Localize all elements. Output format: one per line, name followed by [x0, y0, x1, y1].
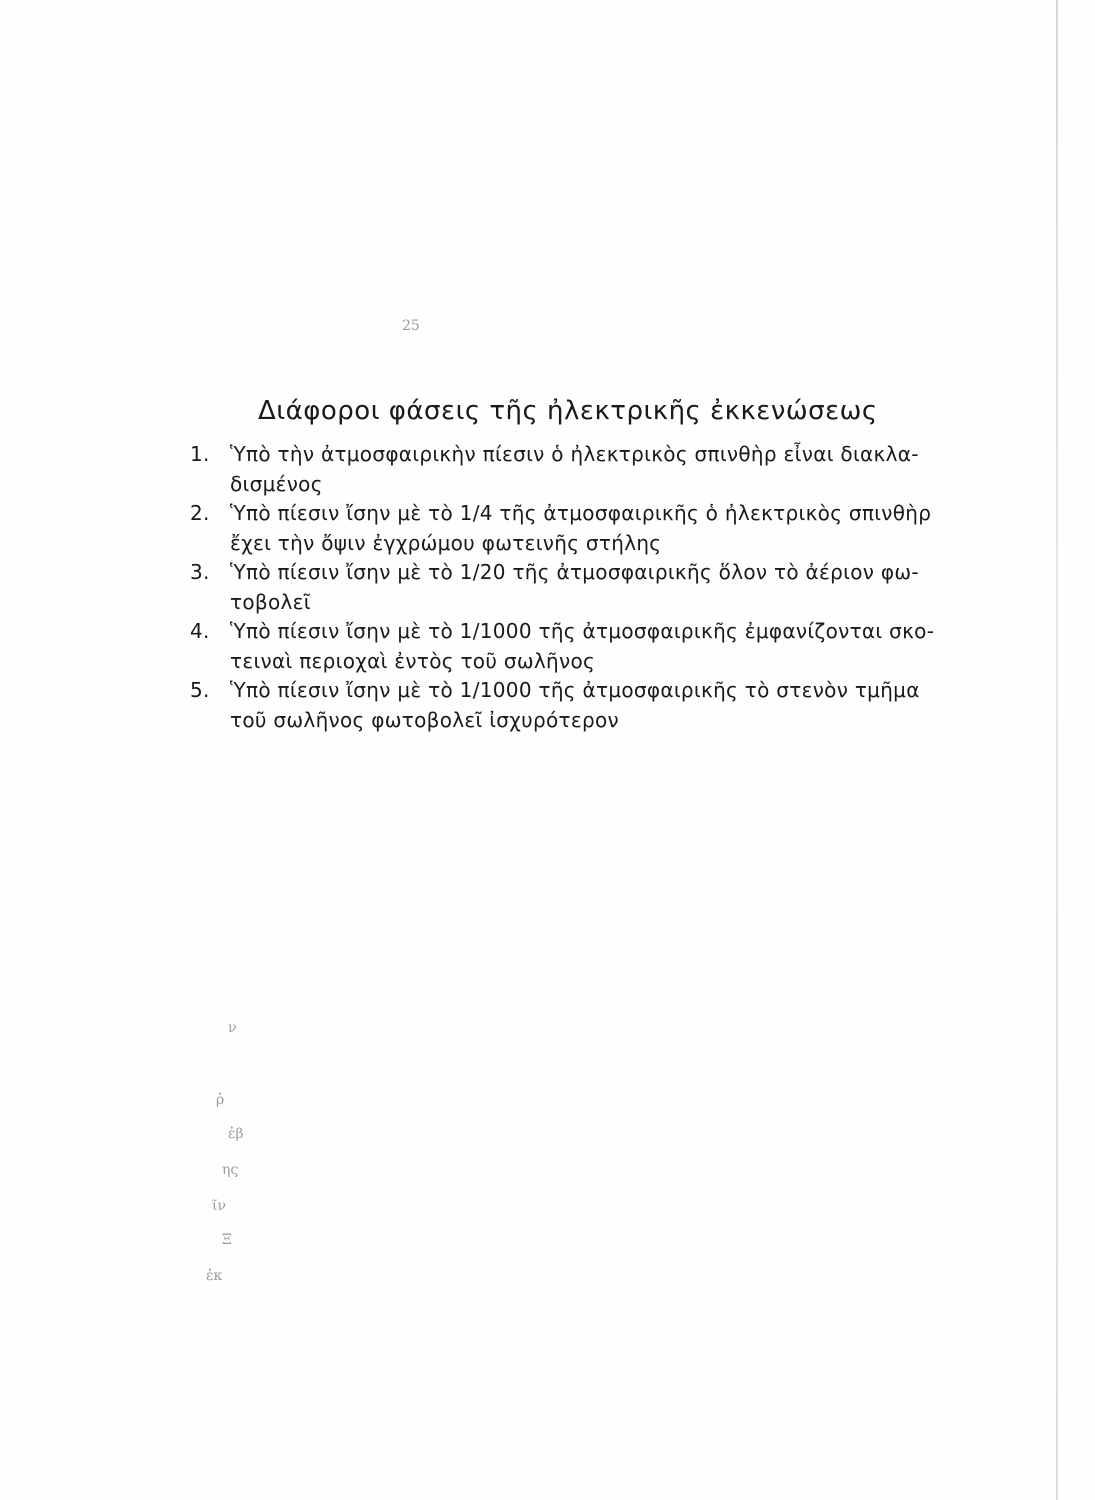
- page-edge-shadow: [1056, 0, 1058, 1500]
- faint-margin-mark: ης: [222, 1162, 239, 1178]
- item-number: 2.: [190, 501, 210, 525]
- list-item: [190, 440, 980, 499]
- faint-margin-mark: ν: [228, 1020, 237, 1036]
- list-item: [190, 676, 980, 735]
- faint-margin-mark: ῥ: [216, 1092, 225, 1108]
- item-line: Ὑπὸ τὴν ἀτμοσφαιρικὴν πίεσιν ὁ ἠλεκτρικὸς σπινθὴρ εἶναι διακλα-: [230, 442, 919, 466]
- faint-margin-mark: ἐκ: [206, 1268, 223, 1284]
- item-line: Ὑπὸ πίεσιν ἴσην μὲ τὸ 1/1000 τῆς ἀτμοσφαιρικῆς τὸ στενὸν τμῆμα: [230, 678, 920, 702]
- item-text: [230, 617, 980, 676]
- item-line: Ὑπὸ πίεσιν ἴσην μὲ τὸ 1/4 τῆς ἀτμοσφαιρικῆς ὁ ἠλεκτρικὸς σπινθὴρ: [230, 501, 932, 525]
- item-line: τοῦ σωλῆνος φωτοβολεῖ ἰσχυρότερον: [230, 707, 619, 732]
- item-line: ἔχει τὴν ὄψιν ἐγχρώμου φωτεινῆς στήλης: [230, 530, 662, 555]
- item-text: [230, 558, 980, 617]
- item-number: 1.: [190, 442, 210, 466]
- faint-margin-mark: Ξ: [222, 1232, 232, 1248]
- item-number: 5.: [190, 678, 210, 702]
- item-line: τειναὶ περιοχαὶ ἐντὸς τοῦ σωλῆνος: [230, 648, 596, 673]
- item-line: Ὑπὸ πίεσιν ἴσην μὲ τὸ 1/1000 τῆς ἀτμοσφαιρικῆς ἐμφανίζονται σκο-: [230, 619, 935, 643]
- item-number: 3.: [190, 560, 210, 584]
- item-line: δισμένος: [230, 471, 323, 496]
- faint-margin-mark: ῖν: [212, 1198, 226, 1214]
- faint-margin-mark: 25: [402, 318, 420, 334]
- item-text: [230, 440, 980, 499]
- item-text: [230, 499, 980, 558]
- list-item: [190, 617, 980, 676]
- item-text: [230, 676, 980, 735]
- list-item: [190, 499, 980, 558]
- document-heading: Διάφοροι φάσεις τῆς ἠλεκτρικῆς ἐκκενώσεως: [258, 396, 878, 426]
- item-line: τοβολεῖ: [230, 589, 311, 614]
- item-line: Ὑπὸ πίεσιν ἴσην μὲ τὸ 1/20 τῆς ἀτμοσφαιρικῆς ὅλον τὸ ἀέριον φω-: [230, 560, 919, 584]
- list-item: [190, 558, 980, 617]
- faint-margin-mark: ἐβ: [228, 1126, 244, 1142]
- item-number: 4.: [190, 619, 210, 643]
- phase-list: [190, 440, 980, 735]
